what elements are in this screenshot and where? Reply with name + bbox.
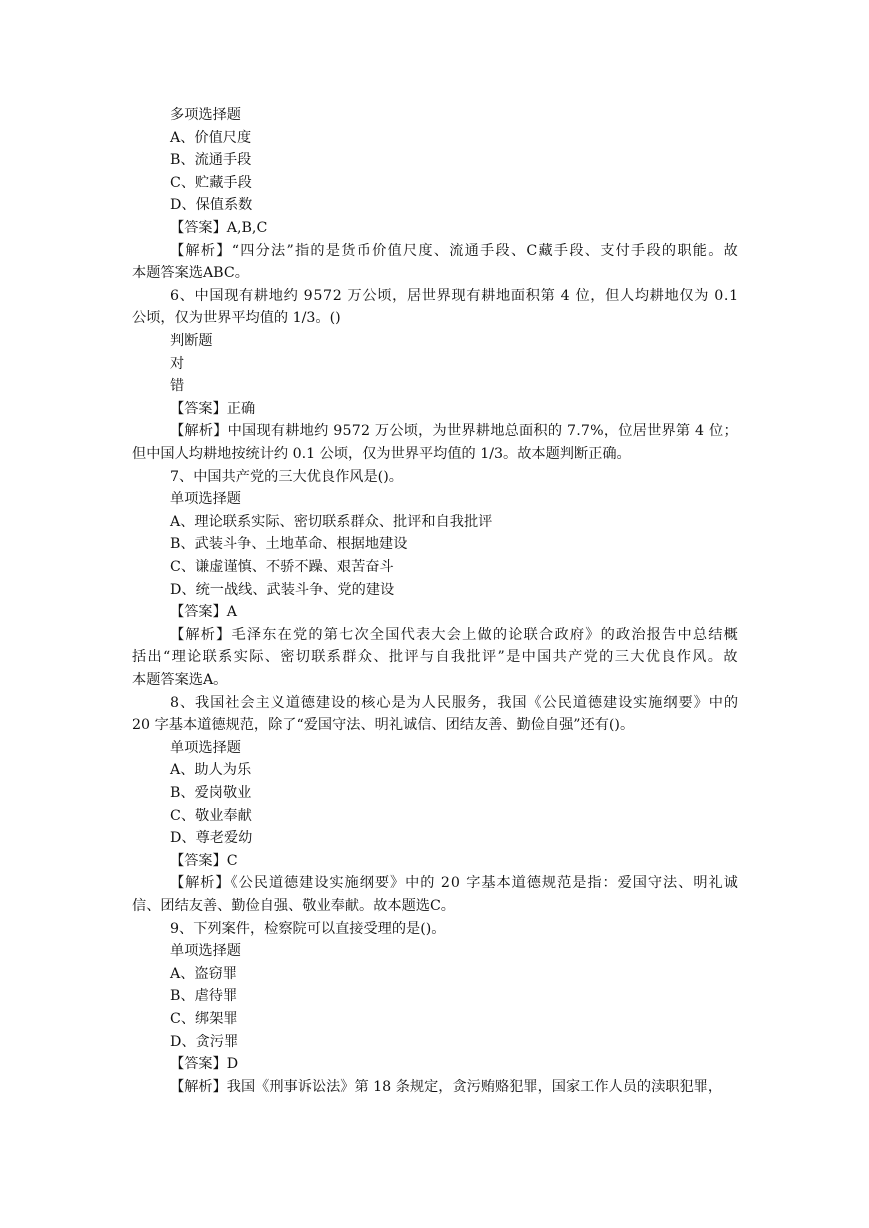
text-line: 单项选择题 xyxy=(170,491,241,508)
text-line: D、统一战线、武装斗争、党的建设 xyxy=(170,581,395,598)
text-line: 【答案】C xyxy=(170,852,238,869)
text-line: B、武装斗争、土地革命、根据地建设 xyxy=(170,536,408,553)
text-line: B、爱岗敬业 xyxy=(170,785,252,801)
text-line: A、盗窃罪 xyxy=(170,965,237,982)
text-line: 7、中国共产党的三大优良作风是()。 xyxy=(170,468,403,485)
text-line: 【解析】“四分法”指的是货币价值尺度、流通手段、C藏手段、支付手段的职能。故 xyxy=(170,242,740,259)
text-line: D、贪污罪 xyxy=(170,1033,239,1050)
text-line: 本题答案选A。 xyxy=(132,672,228,688)
text-line: 错 xyxy=(170,378,185,395)
text-line: C、绑架罪 xyxy=(170,1011,238,1027)
text-line: 单项选择题 xyxy=(170,943,241,960)
text-line: 8、我国社会主义道德建设的核心是为人民服务，我国《公民道德建设实施纲要》中的 xyxy=(170,694,739,711)
text-line: 单项选择题 xyxy=(170,739,241,756)
text-line: D、尊老爱幼 xyxy=(170,830,253,847)
text-line: A、理论联系实际、密切联系群众、批评和自我批评 xyxy=(170,513,493,530)
text-line: 【解析】中国现有耕地约 9572 万公顷，为世界耕地总面积的 7.7%，位居世界第 4 位； xyxy=(170,423,738,440)
text-line: 判断题 xyxy=(170,333,213,349)
text-line: A、价值尺度 xyxy=(170,129,252,146)
text-line: 括出“理论联系实际、密切联系群众、批评与自我批评”是中国共产党的三大优良作风。故 xyxy=(132,649,739,666)
text-line: 【答案】D xyxy=(170,1056,239,1073)
text-line: C、敬业奉献 xyxy=(170,807,252,824)
text-line: B、虐待罪 xyxy=(170,988,238,1005)
text-line: A、助人为乐 xyxy=(170,762,252,779)
text-line: 【答案】正确 xyxy=(170,400,256,417)
text-line: 【解析】毛泽东在党的第七次全国代表大会上做的论联合政府》的政治报告中总结概 xyxy=(170,626,739,643)
text-line: 但中国人均耕地按统计约 0.1 公顷，仅为世界平均值的 1/3。故本题判断正确。 xyxy=(132,446,631,462)
text-line: 20 字基本道德规范，除了“爱国守法、明礼诚信、团结友善、勤俭自强”还有()。 xyxy=(132,717,635,734)
text-line: 【解析】我国《刑事诉讼法》第 18 条规定，贪污贿赂犯罪，国家工作人员的渎职犯罪， xyxy=(170,1078,723,1095)
text-line: 6、中国现有耕地约 9572 万公顷，居世界现有耕地面积第 4 位，但人均耕地仅为 0.1 xyxy=(170,287,739,304)
text-line: 公顷，仅为世界平均值的 1/3。() xyxy=(132,310,341,327)
text-line: C、贮藏手段 xyxy=(170,174,252,191)
text-line: B、流通手段 xyxy=(170,152,252,169)
text-line: C、谦虚谨慎、不骄不躁、艰苦奋斗 xyxy=(170,559,394,575)
text-line: 9、下列案件，检察院可以直接受理的是()。 xyxy=(170,920,446,937)
text-line: 多项选择题 xyxy=(170,107,241,123)
text-line: 【答案】A xyxy=(170,604,237,621)
text-line: 【答案】A,B,C xyxy=(170,220,268,236)
text-line: 【解析】《公民道德建设实施纲要》中的 20 字基本道德规范是指：爱国守法、明礼诚 xyxy=(170,875,739,892)
text-line: 信、团结友善、勤俭自强、敬业奉献。故本题选C。 xyxy=(132,898,455,914)
text-line: 本题答案选ABC。 xyxy=(132,265,249,282)
text-line: 对 xyxy=(170,355,185,372)
text-line: D、保值系数 xyxy=(170,197,253,214)
